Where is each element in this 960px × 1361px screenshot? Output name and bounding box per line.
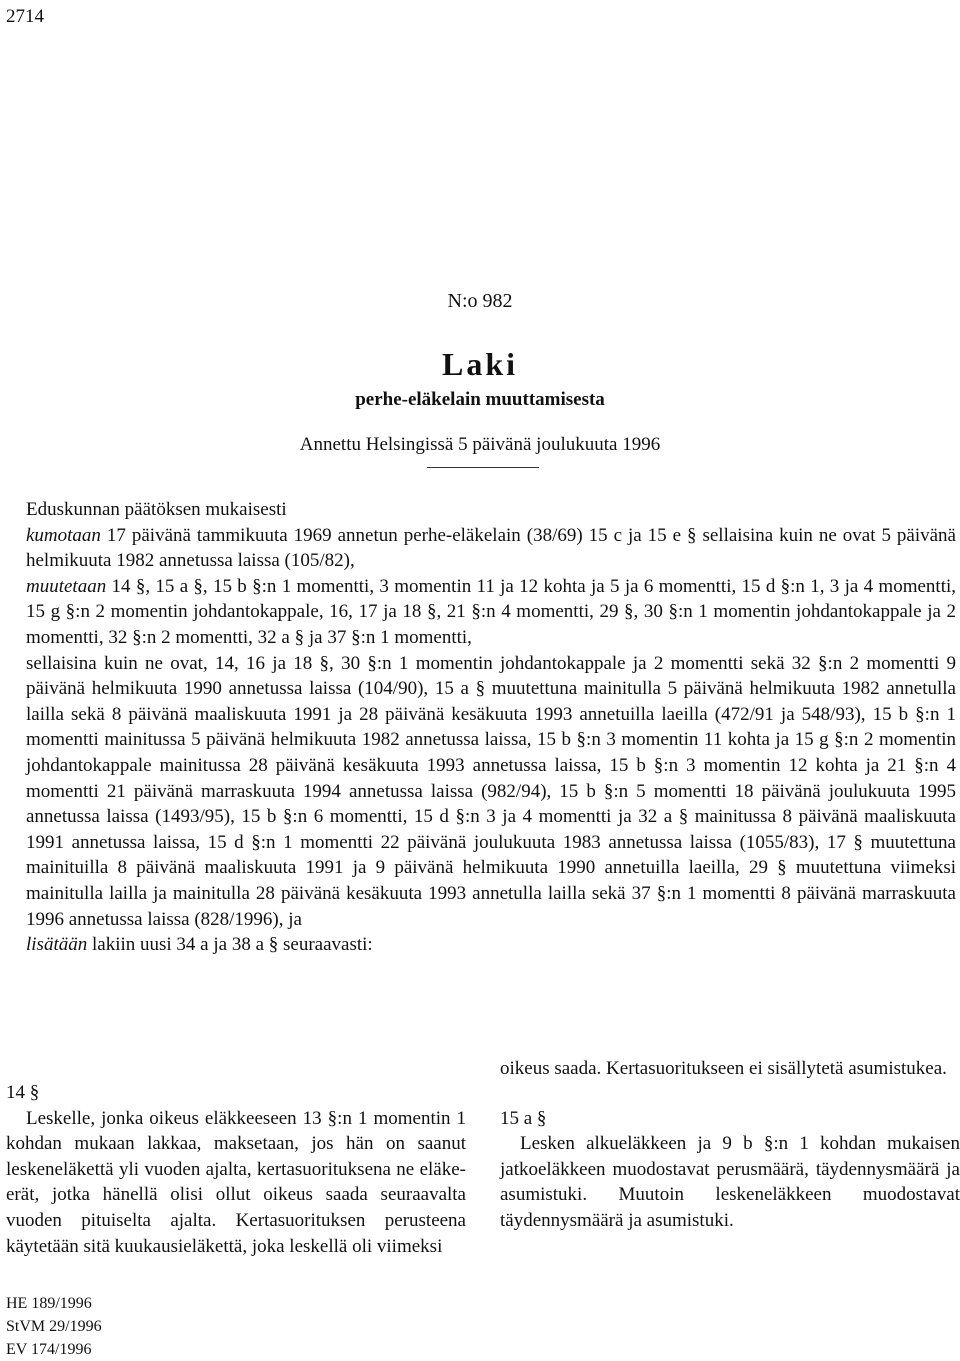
law-title: Laki [441, 346, 519, 382]
date-line: Annettu Helsingissä 5 päivänä joulukuuta 1996 [299, 434, 661, 455]
column-right [500, 1056, 960, 1234]
footnotes [6, 1292, 102, 1361]
section-14-text-part-2: oikeus saada. Kertasuoritukseen ei sisällytetä asumistukea. [500, 1058, 947, 1079]
repeal-keyword: kumotaan [26, 524, 101, 546]
amend-text: 14 §, 15 a §, 15 b §:n 1 momentti, 3 momentin 11 ja 12 kohta ja 5 ja 6 momentti, 15 d §:n 1, 3 ja 4 momentti, 15 g §:n 2 momentin johdantokappale, 16, 17 ja 18 §, 21 §:n 4 momentti, 29 §, 30 §:n 1 momentin johdantokappale ja 2 momentti, 32 §:n 2 momentti, 32 a § ja 37 §:n 1 momentti, [26, 575, 956, 648]
page-number: 2714 [6, 6, 44, 27]
section-15a-heading: 15 a § [500, 1107, 547, 1129]
preamble [6, 497, 956, 958]
add-keyword: lisätään [26, 934, 88, 956]
amend-clause [6, 574, 956, 651]
amend-detail: sellaisina kuin ne ovat, 14, 16 ja 18 §, 30 §:n 1 momentin johdantokappale ja 2 momentti sekä 32 §:n 2 momentti 9 päivänä helmikuuta 1990 annetussa laissa (104/90), 15 a § muutettuna mainitulla 5 päivänä helmikuuta 1982 annetulla lailla sekä 8 päivänä maaliskuuta 1991 ja 28 päivänä kesäkuuta 1993 annetuilla laeilla (472/91 ja 548/93), 15 b §:n 1 momentti mainitussa 5 päivänä helmikuuta 1982 annetussa laissa, 15 b §:n 3 momentin 11 kohta ja 15 g §:n 2 momentin johdantokappale mainitussa 28 päivänä kesäkuuta 1993 annetussa laissa, 15 b §:n 3 momentin 12 kohta ja 21 §:n 4 momentti 21 päivänä marraskuuta 1994 annetussa laissa (982/94), 15 b §:n 5 momentti 18 päivänä joulukuuta 1995 annetussa laissa (1493/95), 15 b §:n 6 momentti, 15 d §:n 3 ja 4 momentti ja 32 a § mainitussa 8 päivänä maaliskuuta 1991 annetussa laissa, 15 d §:n 1 momentti 22 päivänä joulukuuta 1983 annetussa laissa (1055/83), 17 § muutettuna mainituilla 8 päivänä maaliskuuta 1991 ja 9 päivänä helmikuuta 1990 annetuilla laeilla, 29 § muutettuna viimeksi mainitulla lailla ja mainitulla 28 päivänä kesäkuuta 1993 annetulla lailla sekä 37 §:n 1 momentti 8 päivänä marraskuuta 1996 annetussa laissa (828/1996), ja [26, 652, 956, 930]
section-14-text-part-1: Leskelle, jonka oikeus eläkkeeseen 13 §:n 1 momentin 1 kohdan mukaan lakkaa, maksetaan, jos hän on saanut leskeneläkettä yli vuoden ajalta, kertasuorituksena ne eläke-erät, jotka hänellä olisi ollut oikeus saada seuraavalta vuoden pituiselta ajalta. Kertasuorituksen perusteena käytetään sitä kuukausieläkettä, joka leskellä oli viimeksi [6, 1107, 466, 1257]
law-number: N:o 982 [447, 290, 513, 312]
repeal-text: 17 päivänä tammikuuta 1969 annetun perhe-eläkelain (38/69) 15 c ja 15 e § sellaisina kuin ne ovat 5 päivänä helmikuuta 1982 annetussa laissa (105/82), [26, 524, 956, 572]
section-14-text [6, 1106, 466, 1260]
preamble-opening: Eduskunnan päätöksen mukaisesti [26, 499, 287, 520]
law-subtitle: perhe-eläkelain muuttamisesta [355, 389, 605, 410]
divider [427, 467, 539, 468]
repeal-clause [6, 523, 956, 574]
section-14-continuation [500, 1056, 960, 1082]
section-15a-text: Lesken alkueläkkeen ja 9 b §:n 1 kohdan mukaisen jatkoeläkkeen muodostavat perusmäärä, täydennysmäärä ja asumistuki. Muutoin leskeneläkkeen muodostavat täydennysmäärä ja asumistuki. [500, 1133, 960, 1231]
section-14-heading: 14 § [6, 1082, 40, 1103]
footnote-stvm: StVM 29/1996 [6, 1318, 102, 1335]
footnote-ev: EV 174/1996 [6, 1341, 92, 1358]
column-left [6, 1056, 466, 1259]
add-clause [6, 932, 956, 958]
footnote-he: HE 189/1996 [6, 1295, 92, 1312]
amend-keyword: muutetaan [26, 575, 107, 597]
add-text: lakiin uusi 34 a ja 38 a § seuraavasti: [87, 934, 373, 956]
